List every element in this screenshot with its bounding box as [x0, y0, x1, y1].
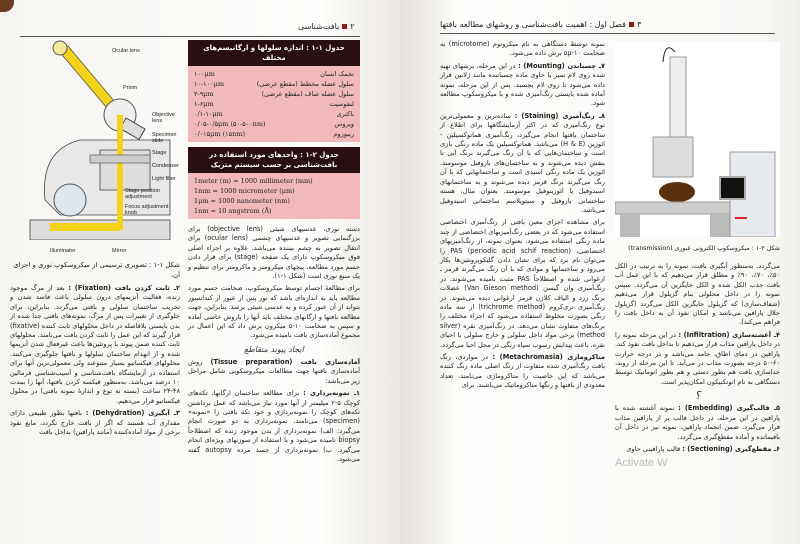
- right-page: [400, 0, 800, 544]
- header-title: فصل اول : اهمیت بافت‌شناسی و روشهای مطالعه بافتها: [440, 20, 626, 29]
- paragraph-text: نمونه توسط دستگاهی به نام میکروتوم (microtome) به ضخامت ۱۰-۵μ برش داده می‌شود.: [440, 40, 605, 58]
- paragraph: [440, 353, 605, 391]
- paragraph-text: قالب پارافینی حاوی: [626, 444, 681, 453]
- paragraph-text: بعد از مرگ موجود زنده، فعالیت آنزیمهای درون سلولی باعث فاسد شدن و تخریب ساختمان سلولی و بافتی می‌گردد. بنابراین، برای جلوگیری از تغییرات پس از مرگ، نمونه‌های بافتی جدا شده از بدن بایستی بلافاصله در داخل محلولهای ثابت کننده (fixative) قرار گیرند که این عمل را ثابت کردن بافت می‌نامند. محلولهای ثابت کننده ضمن پیوند با پروتئین‌ها باعث غیرفعال شدن آنزیمها شده و از انهدام ساختمان سلولها و بافتها جلوگیری می‌کنند. محلولهای فیکساتیو بسیار متنوعند ولی معمولی‌ترین آنها برای استفاده در آزمایشگاه بافت‌شناسی و آسیب‌شناسی فرمالین ۱۰ درصد می‌باشد. به‌منظور فیکسه کردن بافتها، آنها را بمدت ۴۸-۲۴ ساعت (بسته به نوع و اندازهٔ نمونه بافتی) در محلول فیکساتیو قرار می‌دهیم.: [10, 284, 180, 405]
- paragraph: [188, 284, 360, 340]
- size-value: ۲-۹μm: [194, 90, 214, 98]
- paragraph-text: ساده‌ترین و معمولی‌ترین نوع رنگ‌آمیزی که در اکثر آزمایشگاهها برای اطلاع از ساختمان بافتها انجام می‌گیرد، رنگ‌آمیزی هماتوکسیلین - ائوزین (H & E) می‌باشد. هماتوکسیلین یک ماده رنگی بازی است و ساختمان‌هایی که با آن رنگ می‌گیرند برنگ آبی تا بنفش دیده می‌شوند و به ساختمان‌های بازوفیل موسومند. ائوزین یک ماده رنگی اسیدی است و ساختمانهایی که با آن رنگ می‌گیرند برنگ قرمز دیده می‌شوند و به ساختمانهای اسیدوفیل یا ائوزینوفیل موسومند. بعنوان مثال، هسته ساختمانی بازوفیل و سیتوپلاسم ساختمانی اسیدوفیل می‌باشد.: [440, 111, 605, 214]
- label-specimen-slide: Specimen slide: [152, 132, 177, 144]
- organism-name: باکتری: [336, 110, 354, 118]
- paragraph-heading: ۱ـ نمونه‌برداری :: [303, 389, 360, 398]
- organism-name: تخمک انسان: [320, 70, 354, 78]
- header-square-icon: [629, 22, 634, 27]
- paragraph-text: نمونه آغشته شده با پارافین در این مرحله، در داخل قالب پر از پارافین مذاب قرار می‌گیرد. ضمن انجماد پارافین، نمونه نیز در داخل آن باقیمانده و آماده مقطع‌گیری می‌گردد.: [615, 404, 780, 441]
- paragraph-text: بافتها بطور طبیعی دارای مقداری آب هستند که اگر از بافت خارج نگردد، مانع نفوذ برخی از مواد آماده‌کننده (مانند پارافین) بداخل بافت: [10, 409, 180, 437]
- size-value: ۱-۶μm: [194, 100, 214, 108]
- organism-name: لنفوسیت: [329, 100, 354, 108]
- label-stage-position: Stage position adjustment: [125, 188, 160, 200]
- table-row: [188, 69, 360, 79]
- paragraph-heading: ۵ـ قالب‌گیری (Embedding) :: [678, 404, 780, 413]
- paragraph-text: دسته نوری، عدسیهای شیئی (objective lens) برای بزرگنمایی تصویر و عدسیهای چشمی (ocular lens) برای انتقال تصویر به چشم بیننده می‌باشد. علاوه بر اجزاء اصلی فوق میکروسکوپ دارای یک صفحه (stage) برای قرار دادن جسم مورد مطالعه، پیچهای میکرومتر و ماکرومتر برای تنظیم و یک منبع نوری است (شکل ۱-۱).: [188, 225, 360, 281]
- organism-name: سلول عضله مخطط (مقطع عرضی): [256, 80, 354, 88]
- paragraph-heading: ۷ـ چسباندن (Mounting) :: [518, 61, 605, 70]
- paragraph: [615, 331, 780, 387]
- handwritten-question-mark: ؟: [694, 389, 701, 403]
- size-value: ۰/۱-۱۰μm: [194, 110, 223, 118]
- page-number: ۳: [636, 20, 642, 29]
- label-stage: Stage: [152, 150, 167, 156]
- electron-microscope-photo: [615, 42, 780, 237]
- table-row: 1meter (m) = 1000 millimeter (mm): [194, 177, 313, 185]
- size-value: ۰/۰۱۵μm (۱۵nm): [194, 130, 246, 138]
- text-column-right: [188, 225, 360, 467]
- paragraph-text: برای مطالعه ساختمان ارگانها، تکه‌های کوچک ۵-۲ میلیمتر از آنها مورد نیاز می‌باشد که عمل برداشتن تکه‌های کوچک را نمونه‌برداری و خود تکه بافتی را «نمونه» (specimen) می‌نامند. نمونه‌برداری به دو صورت انجام می‌گیرد: الف) نمونه‌برداری از بدن موجود زنده که اصطلاحاً biopsy نامیده می‌شود و با استفاده از سوزنهای ویژه‌ای انجام می‌گیرد. ب) نمونه‌برداری از جسد مرده autopsy گفته می‌شود.: [188, 389, 361, 463]
- paragraph: [440, 218, 605, 350]
- paragraph: [188, 358, 360, 386]
- paragraph: [440, 112, 605, 215]
- paragraph-text: می‌گردد. به‌منظور آبگیری بافت، نمونه را به ترتیب در الکل ۵۰٪، ۷۰٪، ۹۰٪ و مطلق قرار می‌دهیم که با این عمل آب بافت جذب الکل شده و الکل جایگزین آن می‌گردد. سپس نمونه را در داخل محلولی بنام گزیلول قرار می‌دهیم (شفاف‌سازی) که گزیلول جایگزین الکل می‌گردد (گزیلول حلال پارافین می‌باشد و امکان نفوذ آن به داخل بافت را فراهم می‌کند).: [615, 262, 780, 327]
- table-row: [188, 89, 360, 99]
- table-cell-sizes: [188, 40, 360, 142]
- paragraph-text: در مواردی، رنگ بافت رنگ‌آمیزی شده متفاوت از رنگ اصلی ماده رنگ کننده می‌باشد که این خاصیت را متاکروماژی می‌نامند. تعداد معدودی از بافتها و رنگها متاکروماتیک می‌باشند. برای: [440, 353, 605, 390]
- os-watermark: Activate W: [615, 457, 668, 470]
- table-row: [188, 109, 360, 119]
- table-row: [188, 99, 360, 109]
- table-row: 1μm = 1000 nanometer (nm): [194, 197, 290, 205]
- page-header: [440, 20, 641, 29]
- table-metric-units: [188, 147, 360, 219]
- label-mirror: Mirror: [112, 248, 127, 254]
- paragraph-heading: ۴ـ آغشته‌سازی (Infiltration) :: [678, 330, 780, 339]
- size-value: ۱۰۰μm: [194, 70, 215, 78]
- size-value: ۱۰-۱۰۰μm: [194, 80, 225, 88]
- organism-name: ویروس: [334, 120, 354, 128]
- paragraph: [188, 389, 360, 464]
- page-number: ۲: [350, 22, 355, 31]
- paragraph: [615, 262, 780, 328]
- book-corner: [0, 0, 14, 12]
- header-title: بافت‌شناسی: [298, 22, 340, 31]
- label-condenser: Condenser: [152, 163, 179, 169]
- paragraph-text: در این مرحله، برشهای تهیه شده روی لام تمیز یا حاوی ماده چسباننده مانند ژلاتین قرار داده می‌شود تا روی لام بچسبد. پس از این مرحله، نمونه آماده شده بایستی رنگ‌آمیزی شده و با میکروسکوپ مطالعه شود.: [440, 61, 605, 108]
- table-row: 1nm = 10 angstrom (Å): [194, 207, 272, 215]
- header-rule: [440, 33, 775, 34]
- table-row: [188, 129, 360, 139]
- paragraph: [10, 284, 180, 406]
- paragraph: [188, 225, 360, 281]
- paragraph-heading: آماده‌سازی بافت (Tissue preparation): [210, 357, 360, 366]
- paragraph-heading: ۸ـ رنگ‌آمیزی (Staining) :: [514, 111, 605, 120]
- paragraph: [440, 62, 605, 109]
- paragraph: [615, 445, 780, 454]
- text-column-right: [615, 262, 780, 470]
- figure-caption: شکل ۱-۱ : تصویری ترسیمی از میکروسکوپ نوری و اجزای آن.: [13, 261, 180, 279]
- label-focus-knob: Focus adjustment knob: [125, 204, 169, 216]
- label-illuminator: Illuminator: [50, 248, 76, 254]
- paragraph-text: روش آماده‌سازی بافتها جهت مطالعات میکروسکوپی شامل مراحل زیر می‌باشد:: [188, 357, 360, 385]
- text-column-left: [10, 284, 180, 441]
- label-objective-lens: Objective lens: [152, 112, 175, 124]
- table-row: 1mm = 1000 micrometer (μm): [194, 187, 295, 195]
- paragraph-text: برای مشاهده اجزای معین بافتی از رنگ‌آمیزی اختصاصی استفاده می‌شود که در بعضی رنگ‌آمیزیهای اختصاصی از چند ماده رنگی استفاده می‌شود. بعنوان نمونه، از رنگ‌آمیزیهای اختصاصی، PAS (periodic acid schif reaction) را می‌توان نام برد که برای نشان دادن گلیکوپروتئین‌ها بکار می‌رود و ساختمانها و موادی که با آن رنگ می‌گیرند قرمز ـ ارغوانی شده و اصطلاحاً PAS مثبت نامیده می‌شوند. در رنگ‌آمیزی وان گیسن (Van Gieson method) عضلات برنگ زرد و الیاف کلاژن قرمز ارغوانی دیده می‌شوند. در رنگ‌آمیزی تری‌کروم (trichrome method) از سه ماده رنگی بصورت مخلوط استفاده می‌شود که اجزاء مختلف را برنگ‌های متفاوت نشان می‌دهد. در رنگ‌آمیزی نقره (silver method) برخی مواد داخل سلولی و خارج سلولی با احیای نقره، باعث پیدایش رسوب سیاه رنگی در محل احیا می‌گردد.: [440, 218, 606, 349]
- table-row: [188, 79, 360, 89]
- header-square-icon: [342, 24, 347, 29]
- paragraph-text: برای مطالعهٔ اجسام توسط میکروسکوپ، ضخامت جسم مورد مطالعه باید به اندازه‌ای باشد که نور پس از عبور از کندانسور بتواند از آن عبور کرده و به عدسی شیئی برسد. بنابراین، جهت مطالعه بافتها و ارگانهای مختلف باید آنها را باروش خاصی آماده و سپس به ضخامت ۱۰-۵ میکرون برش داد که این اعمال در مجموع آماده‌سازی بافت نامیده می‌شود.: [188, 284, 361, 340]
- paragraph-text: در این مرحله نمونه را در داخل پارافین مذاب قرار می‌دهیم تا بداخل بافت نفوذ کند. پارافین در دمای اطاق، جامد می‌باشد و در درجه حرارت ۶۰-۵۰ درجه بصورت مذاب در می‌آید. تا این مرحله از روند، جداسازی بافت هم بطور دستی و هم بطور اتوماتیک توسط دستگاهی به نام اتوتکنیکون امکان‌پذیر است.: [615, 330, 780, 386]
- paragraph-heading: ۳ـ آبگیری (Dehydration) :: [85, 409, 180, 418]
- table-title: جدول ۱-۱ : اندازه سلولها و ارگانیسم‌های مختلف: [188, 40, 360, 66]
- paragraph-heading: ۶ـ مقطع‌گیری (Sectioning) :: [682, 444, 780, 453]
- organism-name: ریبوزوم: [333, 130, 354, 138]
- paragraph: [10, 409, 180, 437]
- label-light-filter: Light filter: [152, 176, 176, 182]
- size-value: ۰/۰۵-۰/۵μm (۵۰-۵۰۰nm): [194, 120, 266, 128]
- table-row: [188, 119, 360, 129]
- organism-name: سلول عضله صاف (مقطع عرضی): [261, 90, 354, 98]
- text-column-left: [440, 40, 605, 394]
- label-ocular-lens: Ocular lens: [112, 48, 140, 54]
- page-header: [298, 22, 355, 31]
- paragraph-heading: ۲ـ ثابت کردن بافت (Fixation) :: [68, 284, 180, 292]
- paragraph: [615, 404, 780, 442]
- header-rule: [20, 36, 360, 37]
- paragraph-heading: متاکرومازی (Metachromasia) :: [492, 353, 605, 361]
- paragraph: [440, 40, 605, 59]
- photo-caption: شکل ۲-۱ : میکروسکوپ الکترونی عبوری (transmission): [628, 245, 780, 252]
- label-prism: Prism: [123, 85, 138, 91]
- table-title: جدول ۲-۱ : واحدهای مورد استفاده در بافت‌شناسی بر حسب سیستم متریک: [188, 147, 360, 173]
- handwritten-note: ایجاد پیوند متقاطع: [244, 344, 304, 354]
